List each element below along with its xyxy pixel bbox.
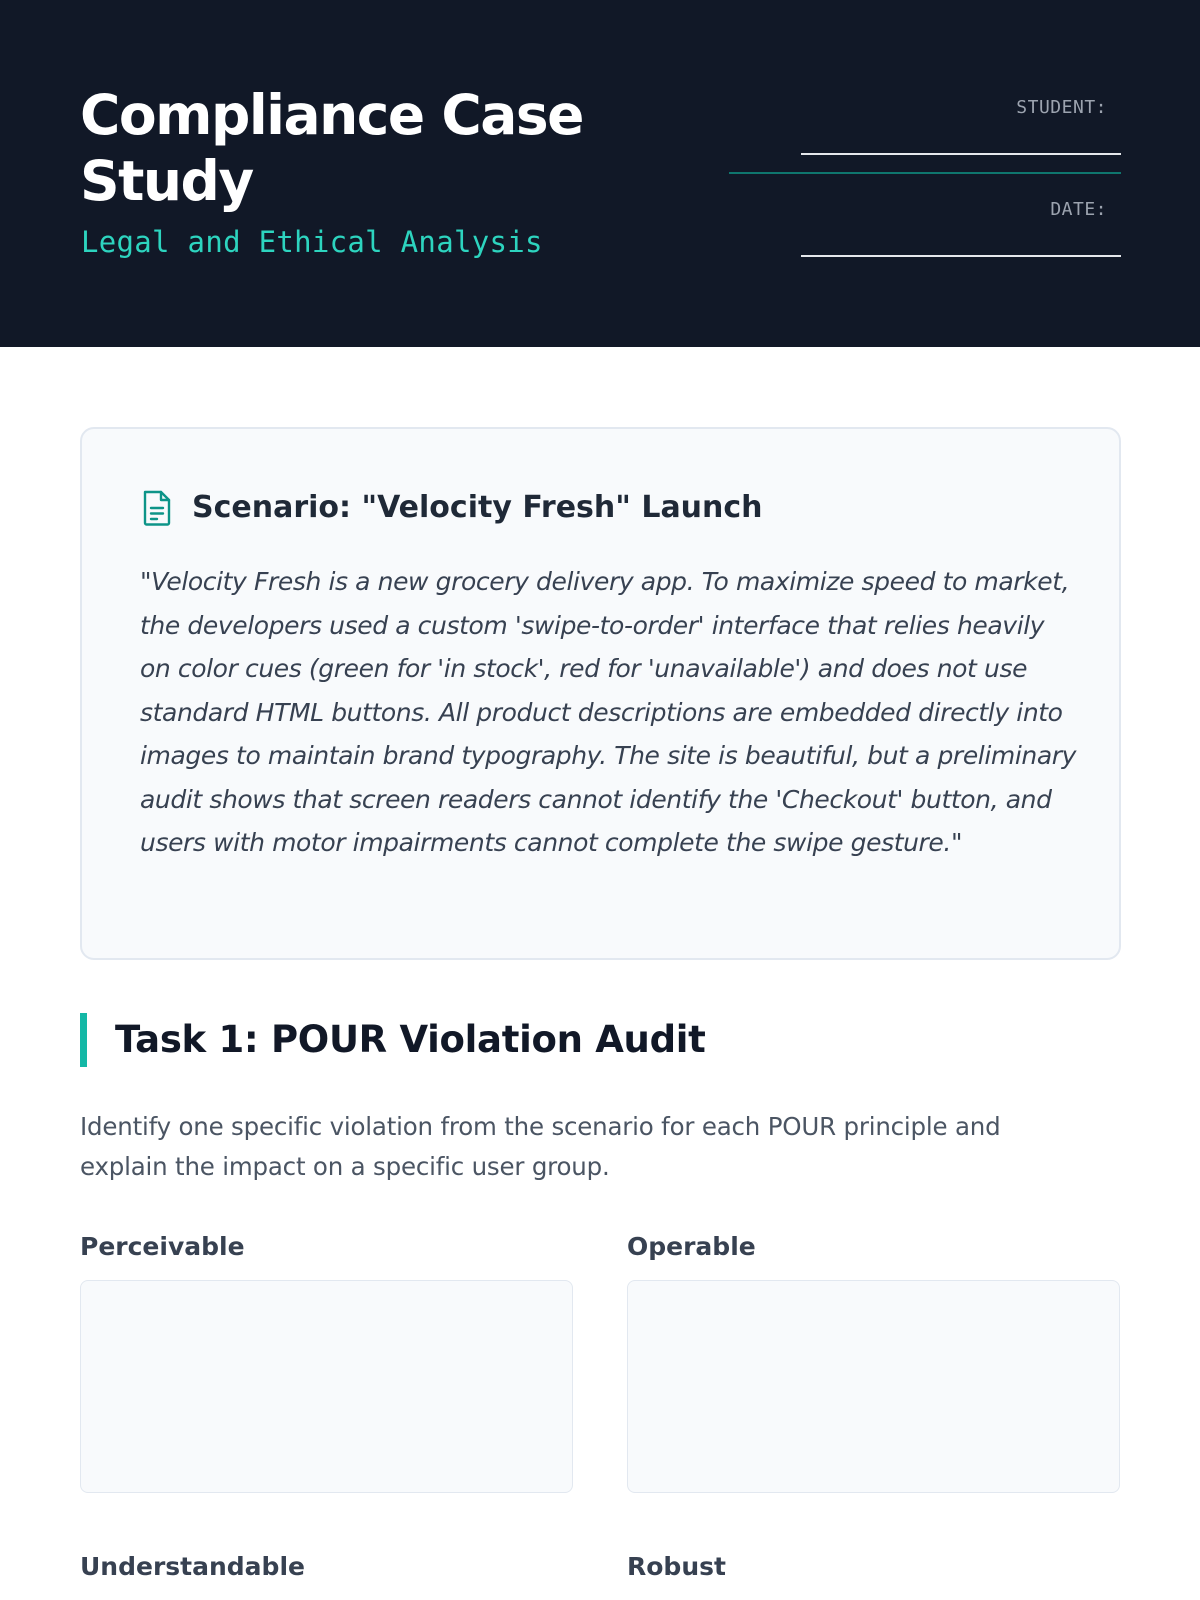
operable-answer-box[interactable] xyxy=(627,1280,1120,1493)
scenario-title: Scenario: "Velocity Fresh" Launch xyxy=(192,490,763,525)
perceivable-label: Perceivable xyxy=(80,1232,245,1261)
page-subtitle: Legal and Ethical Analysis xyxy=(81,225,543,259)
scenario-card xyxy=(80,427,1121,960)
scenario-text: "Velocity Fresh is a new grocery delivery app. To maximize speed to market, the developers used a custom 'swipe-to-order' interface that relies heavily on color cues (green for 'in stock', red for 'unavailable') and does not use standard HTML buttons. All product descriptions are embedded directly into images to maintain brand typography. The site is beautiful, but a preliminary audit shows that screen readers cannot identify the 'Checkout' button, and users with motor impairments cannot complete the swipe gesture." xyxy=(140,567,1077,857)
date-label: DATE: xyxy=(1050,199,1107,220)
date-field[interactable] xyxy=(801,255,1121,257)
task-1-instructions: Identify one specific violation from the scenario for each POUR principle and explain the impact on a specific user group. xyxy=(80,1112,1001,1181)
student-name-field[interactable] xyxy=(801,153,1121,155)
task-1-heading: Task 1: POUR Violation Audit xyxy=(115,1018,706,1061)
document-icon xyxy=(140,489,174,527)
operable-label: Operable xyxy=(627,1232,756,1261)
student-label: STUDENT: xyxy=(1016,97,1107,118)
fields-divider xyxy=(729,172,1121,174)
task-accent-bar xyxy=(80,1013,87,1067)
student-info-fields xyxy=(729,0,1121,347)
perceivable-answer-box[interactable] xyxy=(80,1280,573,1493)
page-header xyxy=(0,0,1200,347)
robust-label: Robust xyxy=(627,1552,726,1581)
page-title: Compliance Case Study xyxy=(80,83,583,213)
understandable-label: Understandable xyxy=(80,1552,305,1581)
